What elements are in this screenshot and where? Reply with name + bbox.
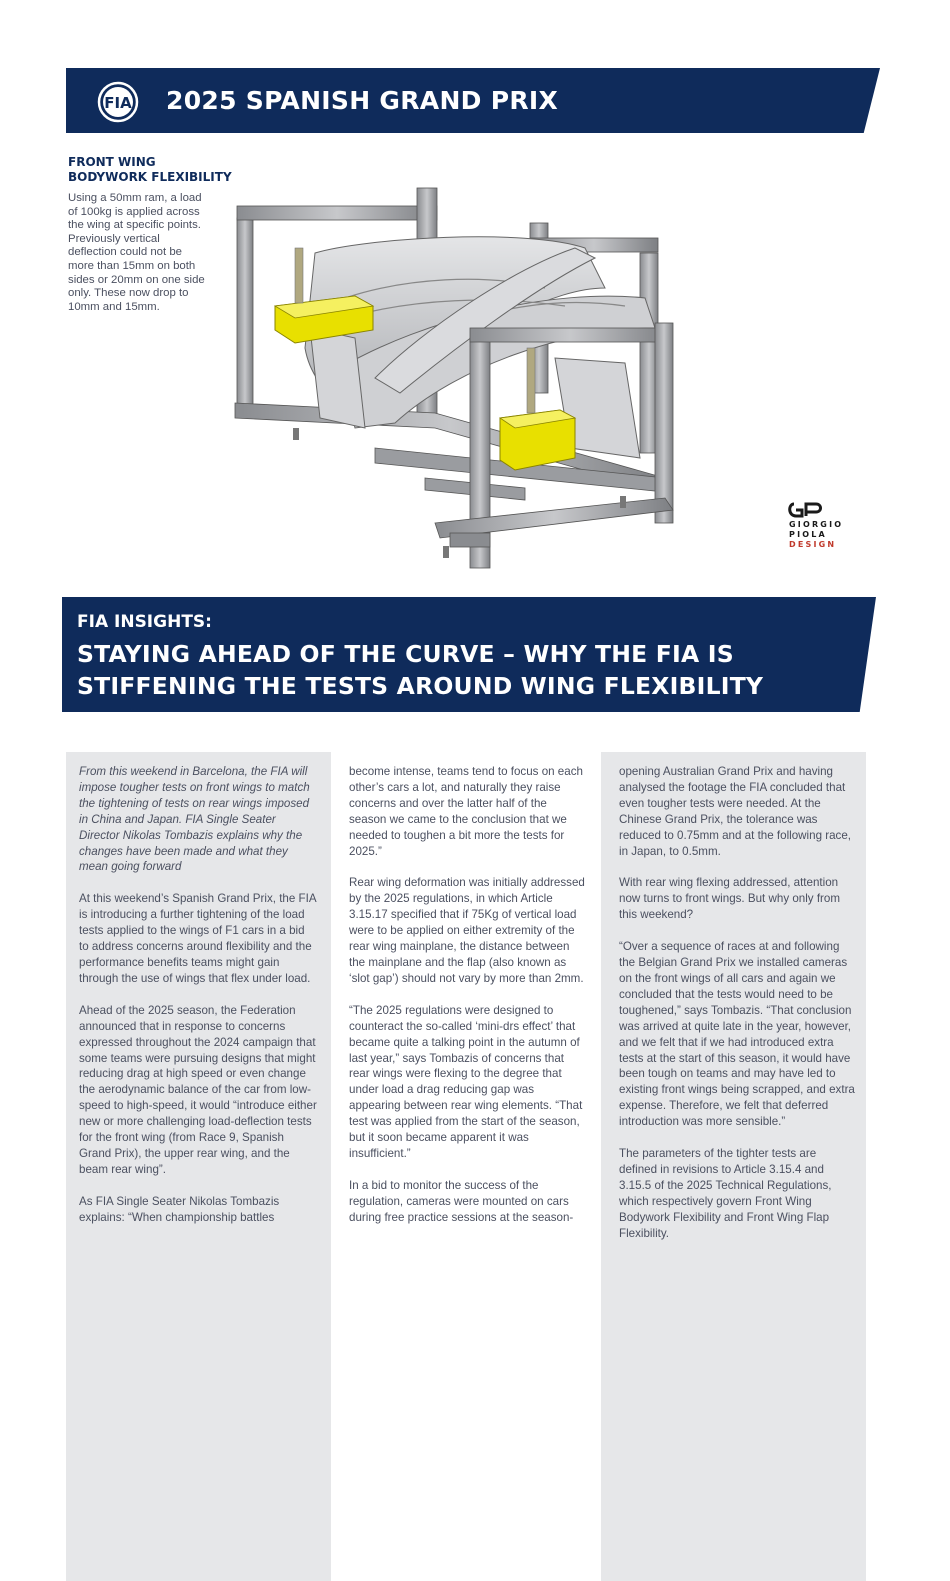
article-paragraph: Ahead of the 2025 season, the Federation announced that in response to concerns expressed throughout the 2024 campaign that some teams were pursuing designs that might reducing drag at high speed or even change the aerodynamic balance of the car from low-speed to high-speed, it would “introduce either new or more challenging load-deflection tests for the front wing (from Race 9, Spanish Grand Prix), the upper rear wing, and the beam rear wing”. xyxy=(79,1003,317,1176)
caption-text: Using a 50mm ram, a load of 100kg is applied across the wing at specific points. Previously vertical deflection could not be more than 15mm on both sides or 20mm on one side only. These now drop to 10mm and 15mm. xyxy=(68,192,205,313)
page-title: 2025 SPANISH GRAND PRIX xyxy=(166,86,559,115)
article-paragraph: As FIA Single Seater Nikolas Tombazis explains: “When championship battles xyxy=(79,1194,280,1224)
illustration-credit xyxy=(789,520,843,550)
article-column-1 xyxy=(79,764,317,1242)
article-paragraph: “Over a sequence of races at and following the Belgian Grand Prix we installed cameras on the front wings of all cars and again we concluded that the tests would need to be toughened,” says Tombazis. “That conclusion was arrived at quite late in the year, however, and we felt that if we had introduced extra tests at the start of this season, it would have been tough on teams and may have led to existing front wings being scrapped, and extra expense. Therefore, we felt that deferred introduction was more sensible.” xyxy=(619,940,855,1129)
article-title: STAYING AHEAD OF THE CURVE – WHY THE FIA IS STIFFENING THE TESTS AROUND WING FLEXIBILITY xyxy=(77,640,764,700)
article-paragraph: Rear wing deformation was initially addressed by the 2025 regulations, in which Article 3.15.17 specified that if 75Kg of vertical load were to be applied on either extremity of the rear wing mainplane, the distance between the mainplane and the flap (also known as ‘slot gap’) should not vary by more than 2mm. xyxy=(349,876,585,985)
article-column-3 xyxy=(619,764,857,1257)
caption-heading: FRONT WING BODYWORK FLEXIBILITY xyxy=(68,155,232,184)
article-paragraph: At this weekend’s Spanish Grand Prix, the FIA is introducing a further tightening of the load tests applied to the wings of F1 cars in a bid to address concerns around flexibility and the performance benefits teams might gain through the use of wings that flex under load. xyxy=(79,892,316,985)
article-column-2 xyxy=(349,764,587,1242)
article-paragraph: become intense, teams tend to focus on each other’s cars a lot, and naturally they raise concerns and over the latter half of the season we came to the conclusion that we needed to toughen a bit more the tests for 2025.” xyxy=(349,765,583,858)
article-paragraph: With rear wing flexing addressed, attention now turns to front wings. But why only from this weekend? xyxy=(619,876,841,922)
credit-line-3: DESIGN xyxy=(789,540,837,549)
article-paragraph: In a bid to monitor the success of the regulation, cameras were mounted on cars during free practice sessions at the season- xyxy=(349,1178,574,1224)
giorgio-piola-logo-icon xyxy=(786,500,846,520)
article-paragraph: The parameters of the tighter tests are defined in revisions to Article 3.15.4 and 3.15.5 of the 2025 Technical Regulations, which respectively govern Front Wing Bodywork Flexibility and Front Wing Flap Flexibility. xyxy=(619,1147,832,1240)
article-paragraph: “The 2025 regulations were designed to counteract the so-called ‘mini-drs effect’ that became quite a talking point in the autumn of last year,” says Tombazis of concerns that rear wings were flexing to the degree that under load a drag reducing gap was appearing between rear wing elements. “That test was applied from the start of the season, but it soon became apparent it was insufficient.” xyxy=(349,1003,583,1160)
fia-logo xyxy=(89,81,147,123)
article-paragraph: opening Australian Grand Prix and having analysed the footage the FIA concluded that even tougher tests were needed. At the Chinese Grand Prix, the tolerance was reduced to 0.75mm and at the following race, in Japan, to 0.5mm. xyxy=(619,765,852,858)
credit-line-1: GIORGIO xyxy=(789,520,844,529)
insight-label: FIA INSIGHTS: xyxy=(77,612,212,632)
credit-line-2: PIOLA xyxy=(789,530,827,539)
fia-logo-text: FIA xyxy=(104,94,132,112)
article-intro: From this weekend in Barcelona, the FIA will impose tougher tests on front wings to match the tightening of tests on rear wings imposed in China and Japan. FIA Single Seater Director Nikolas Tombazis explains why the changes have been made and what they mean going forward xyxy=(79,765,310,874)
front-wing-test-rig-illustration xyxy=(225,178,685,588)
